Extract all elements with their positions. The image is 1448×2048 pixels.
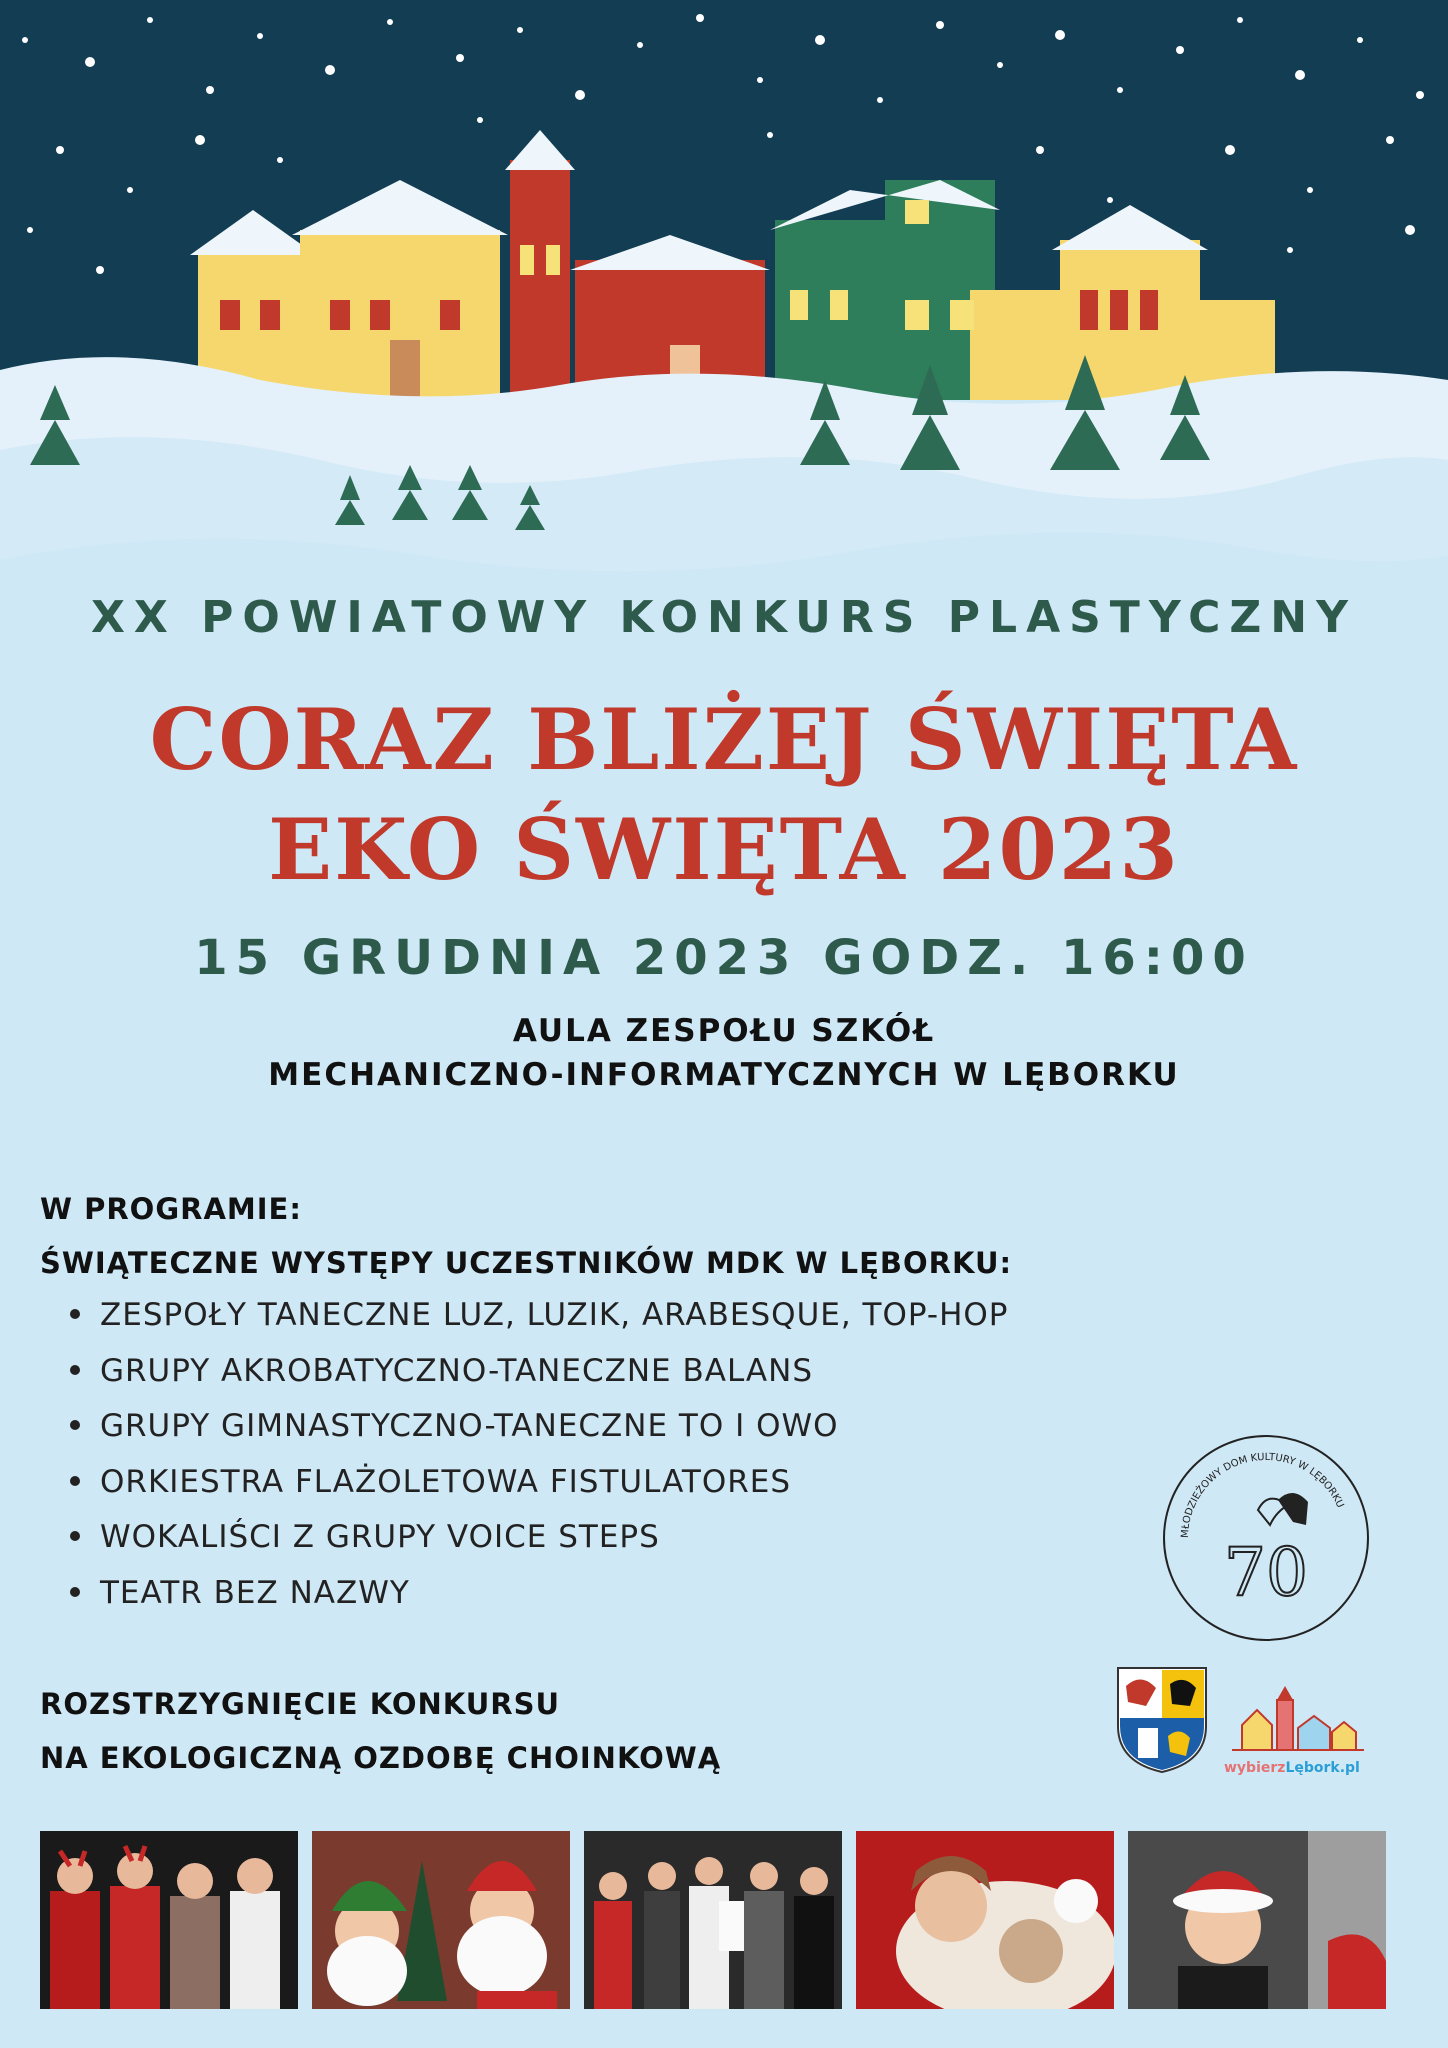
photo-child-santa-hat	[1128, 1831, 1386, 2009]
event-date: 15 GRUDNIA 2023 GODZ. 16:00	[194, 930, 1254, 986]
photo-girl-with-toys	[856, 1831, 1114, 2009]
resolution-line2: NA EKOLOGICZNĄ OZDOBĘ CHOINKOWĄ	[40, 1741, 722, 1775]
svg-text:MŁODZIEŻOWY DOM KULTURY W LĘBO: MŁODZIEŻOWY DOM KULTURY W LĘBORKU	[1179, 1451, 1346, 1539]
bullet-icon	[70, 1420, 80, 1430]
list-item: ORKIESTRA FLAŻOLETOWA FISTULATORES	[40, 1462, 1009, 1518]
program-heading: W PROGRAMIE:	[40, 1192, 302, 1226]
photo-children-flutes	[40, 1831, 298, 2009]
county-coat-of-arms	[1116, 1666, 1208, 1774]
program-subheading: ŚWIĄTECZNE WYSTĘPY UCZESTNIKÓW MDK W LĘBORKU:	[40, 1246, 1013, 1280]
list-item: ZESPOŁY TANECZNE LUZ, LUZIK, ARABESQUE, TOP-HOP	[40, 1295, 1009, 1351]
photo-strip	[40, 1831, 1402, 2009]
contest-subtitle: XX POWIATOWY KONKURS PLASTYCZNY	[91, 592, 1357, 643]
list-item: GRUPY AKROBATYCZNO-TANECZNE BALANS	[40, 1351, 1009, 1407]
wybierz-lebork-logo	[1222, 1680, 1372, 1780]
bullet-icon	[70, 1309, 80, 1319]
svg-text:70: 70	[1224, 1534, 1308, 1611]
contest-title-line1: CORAZ BLIŻEJ ŚWIĘTA	[149, 690, 1299, 789]
photo-performers-stage	[584, 1831, 842, 2009]
list-item: TEATR BEZ NAZWY	[40, 1573, 1009, 1629]
bullet-icon	[70, 1476, 80, 1486]
svg-text:wybierzLębork.pl: wybierzLębork.pl	[1224, 1760, 1360, 1776]
mdk-70-logo	[1158, 1430, 1374, 1646]
list-item: GRUPY GIMNASTYCZNO-TANECZNE TO I OWO	[40, 1406, 1009, 1462]
photo-elf-costumes	[312, 1831, 570, 2009]
venue-line1: AULA ZESPOŁU SZKÓŁ	[512, 1013, 936, 1049]
program-list	[40, 1295, 1009, 1628]
winter-village-illustration	[0, 0, 1448, 600]
venue-line2: MECHANICZNO-INFORMATYCZNYCH W LĘBORKU	[268, 1057, 1180, 1093]
list-item: WOKALIŚCI Z GRUPY VOICE STEPS	[40, 1517, 1009, 1573]
bullet-icon	[70, 1365, 80, 1375]
bullet-icon	[70, 1531, 80, 1541]
resolution-line1: ROZSTRZYGNIĘCIE KONKURSU	[40, 1687, 561, 1721]
bullet-icon	[70, 1587, 80, 1597]
contest-title-line2: EKO ŚWIĘTA 2023	[268, 800, 1180, 899]
